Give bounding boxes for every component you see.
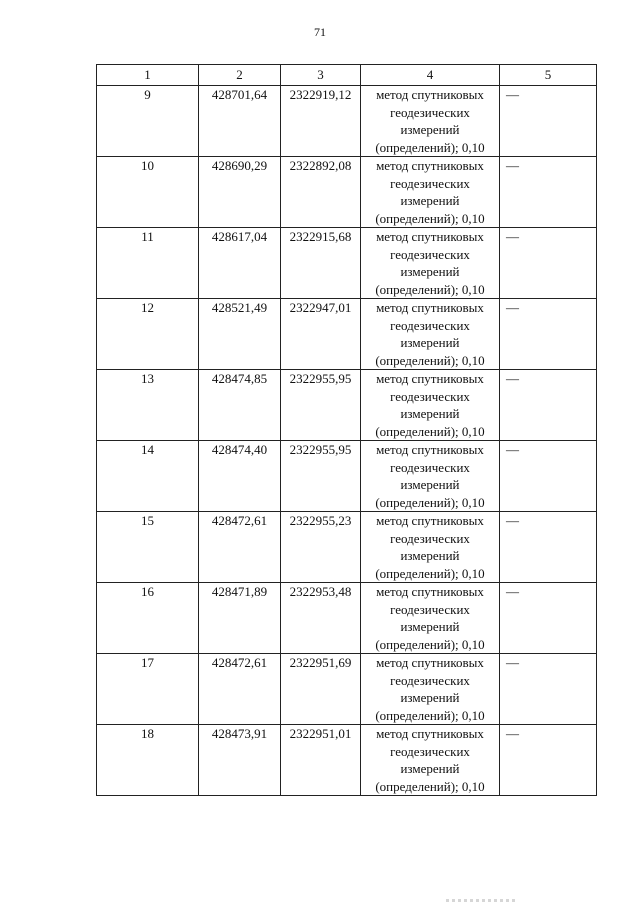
header-col-3: 3 <box>281 65 361 86</box>
method-text-line: измерений <box>400 619 460 634</box>
method-text-line: (определений); 0,10 <box>375 352 485 368</box>
header-row <box>97 65 597 86</box>
method-text-line: метод спутниковых <box>376 371 484 386</box>
method-text-line: метод спутниковых <box>376 513 484 528</box>
point-number-cell: 9 <box>97 86 199 157</box>
x-coordinate-cell: 428701,64 <box>199 86 281 157</box>
header-col-5: 5 <box>500 65 597 86</box>
method-text-line: геодезических <box>390 601 470 617</box>
x-coordinate-cell: 428472,61 <box>199 654 281 725</box>
point-number-cell: 17 <box>97 654 199 725</box>
header-col-4: 4 <box>361 65 500 86</box>
method-text-line: (определений); 0,10 <box>375 139 485 155</box>
x-coordinate-cell: 428471,89 <box>199 583 281 654</box>
method-text-line: метод спутниковых <box>376 442 484 457</box>
method-text-line: метод спутниковых <box>376 87 484 102</box>
y-coordinate-cell: 2322955,95 <box>281 441 361 512</box>
method-cell <box>361 725 500 796</box>
method-cell <box>361 583 500 654</box>
method-text-line: (определений); 0,10 <box>375 707 485 723</box>
description-cell: — <box>500 299 597 370</box>
y-coordinate-cell: 2322915,68 <box>281 228 361 299</box>
method-cell <box>361 654 500 725</box>
point-number-cell: 12 <box>97 299 199 370</box>
table-row <box>97 583 597 654</box>
table-row <box>97 157 597 228</box>
page-number: 71 <box>314 25 326 39</box>
table-header <box>97 65 597 86</box>
method-text-line: метод спутниковых <box>376 158 484 173</box>
point-number-cell: 11 <box>97 228 199 299</box>
method-cell <box>361 299 500 370</box>
method-text-line: геодезических <box>390 743 470 759</box>
method-text-line: геодезических <box>390 459 470 475</box>
method-text-line: метод спутниковых <box>376 726 484 741</box>
y-coordinate-cell: 2322955,95 <box>281 370 361 441</box>
method-text-line: измерений <box>400 761 460 776</box>
method-text-line: измерений <box>400 335 460 350</box>
method-text-line: геодезических <box>390 104 470 120</box>
method-text-line: геодезических <box>390 672 470 688</box>
x-coordinate-cell: 428472,61 <box>199 512 281 583</box>
method-cell <box>361 370 500 441</box>
description-cell: — <box>500 86 597 157</box>
method-cell <box>361 228 500 299</box>
method-text-line: измерений <box>400 193 460 208</box>
x-coordinate-cell: 428473,91 <box>199 725 281 796</box>
scan-artifact <box>446 899 516 902</box>
point-number-cell: 10 <box>97 157 199 228</box>
table-row <box>97 441 597 512</box>
method-text-line: геодезических <box>390 530 470 546</box>
coordinates-table <box>96 64 597 796</box>
method-text-line: (определений); 0,10 <box>375 210 485 226</box>
y-coordinate-cell: 2322955,23 <box>281 512 361 583</box>
description-cell: — <box>500 512 597 583</box>
y-coordinate-cell: 2322953,48 <box>281 583 361 654</box>
method-text-line: (определений); 0,10 <box>375 423 485 439</box>
description-cell: — <box>500 583 597 654</box>
description-cell: — <box>500 654 597 725</box>
method-text-line: (определений); 0,10 <box>375 778 485 794</box>
point-number-cell: 16 <box>97 583 199 654</box>
method-text-line: (определений); 0,10 <box>375 636 485 652</box>
point-number-cell: 14 <box>97 441 199 512</box>
description-cell: — <box>500 370 597 441</box>
description-cell: — <box>500 725 597 796</box>
x-coordinate-cell: 428690,29 <box>199 157 281 228</box>
method-text-line: измерений <box>400 477 460 492</box>
method-text-line: измерений <box>400 122 460 137</box>
method-text-line: измерений <box>400 690 460 705</box>
method-text-line: геодезических <box>390 246 470 262</box>
table-row <box>97 370 597 441</box>
table-row <box>97 86 597 157</box>
table-row <box>97 299 597 370</box>
method-text-line: измерений <box>400 406 460 421</box>
method-cell <box>361 512 500 583</box>
x-coordinate-cell: 428474,40 <box>199 441 281 512</box>
point-number-cell: 13 <box>97 370 199 441</box>
header-col-2: 2 <box>199 65 281 86</box>
method-text-line: метод спутниковых <box>376 584 484 599</box>
method-cell <box>361 157 500 228</box>
method-text-line: измерений <box>400 548 460 563</box>
table-row <box>97 228 597 299</box>
method-text-line: геодезических <box>390 388 470 404</box>
method-text-line: (определений); 0,10 <box>375 494 485 510</box>
method-cell <box>361 86 500 157</box>
description-cell: — <box>500 441 597 512</box>
x-coordinate-cell: 428474,85 <box>199 370 281 441</box>
point-number-cell: 18 <box>97 725 199 796</box>
description-cell: — <box>500 228 597 299</box>
method-text-line: геодезических <box>390 317 470 333</box>
y-coordinate-cell: 2322919,12 <box>281 86 361 157</box>
table-body <box>97 86 597 796</box>
method-text-line: (определений); 0,10 <box>375 565 485 581</box>
table-row <box>97 654 597 725</box>
x-coordinate-cell: 428521,49 <box>199 299 281 370</box>
y-coordinate-cell: 2322892,08 <box>281 157 361 228</box>
method-text-line: метод спутниковых <box>376 300 484 315</box>
table-row <box>97 512 597 583</box>
method-text-line: измерений <box>400 264 460 279</box>
method-text-line: метод спутниковых <box>376 229 484 244</box>
x-coordinate-cell: 428617,04 <box>199 228 281 299</box>
y-coordinate-cell: 2322951,01 <box>281 725 361 796</box>
y-coordinate-cell: 2322951,69 <box>281 654 361 725</box>
header-col-1: 1 <box>97 65 199 86</box>
y-coordinate-cell: 2322947,01 <box>281 299 361 370</box>
method-cell <box>361 441 500 512</box>
method-text-line: (определений); 0,10 <box>375 281 485 297</box>
method-text-line: геодезических <box>390 175 470 191</box>
point-number-cell: 15 <box>97 512 199 583</box>
description-cell: — <box>500 157 597 228</box>
table-row <box>97 725 597 796</box>
method-text-line: метод спутниковых <box>376 655 484 670</box>
